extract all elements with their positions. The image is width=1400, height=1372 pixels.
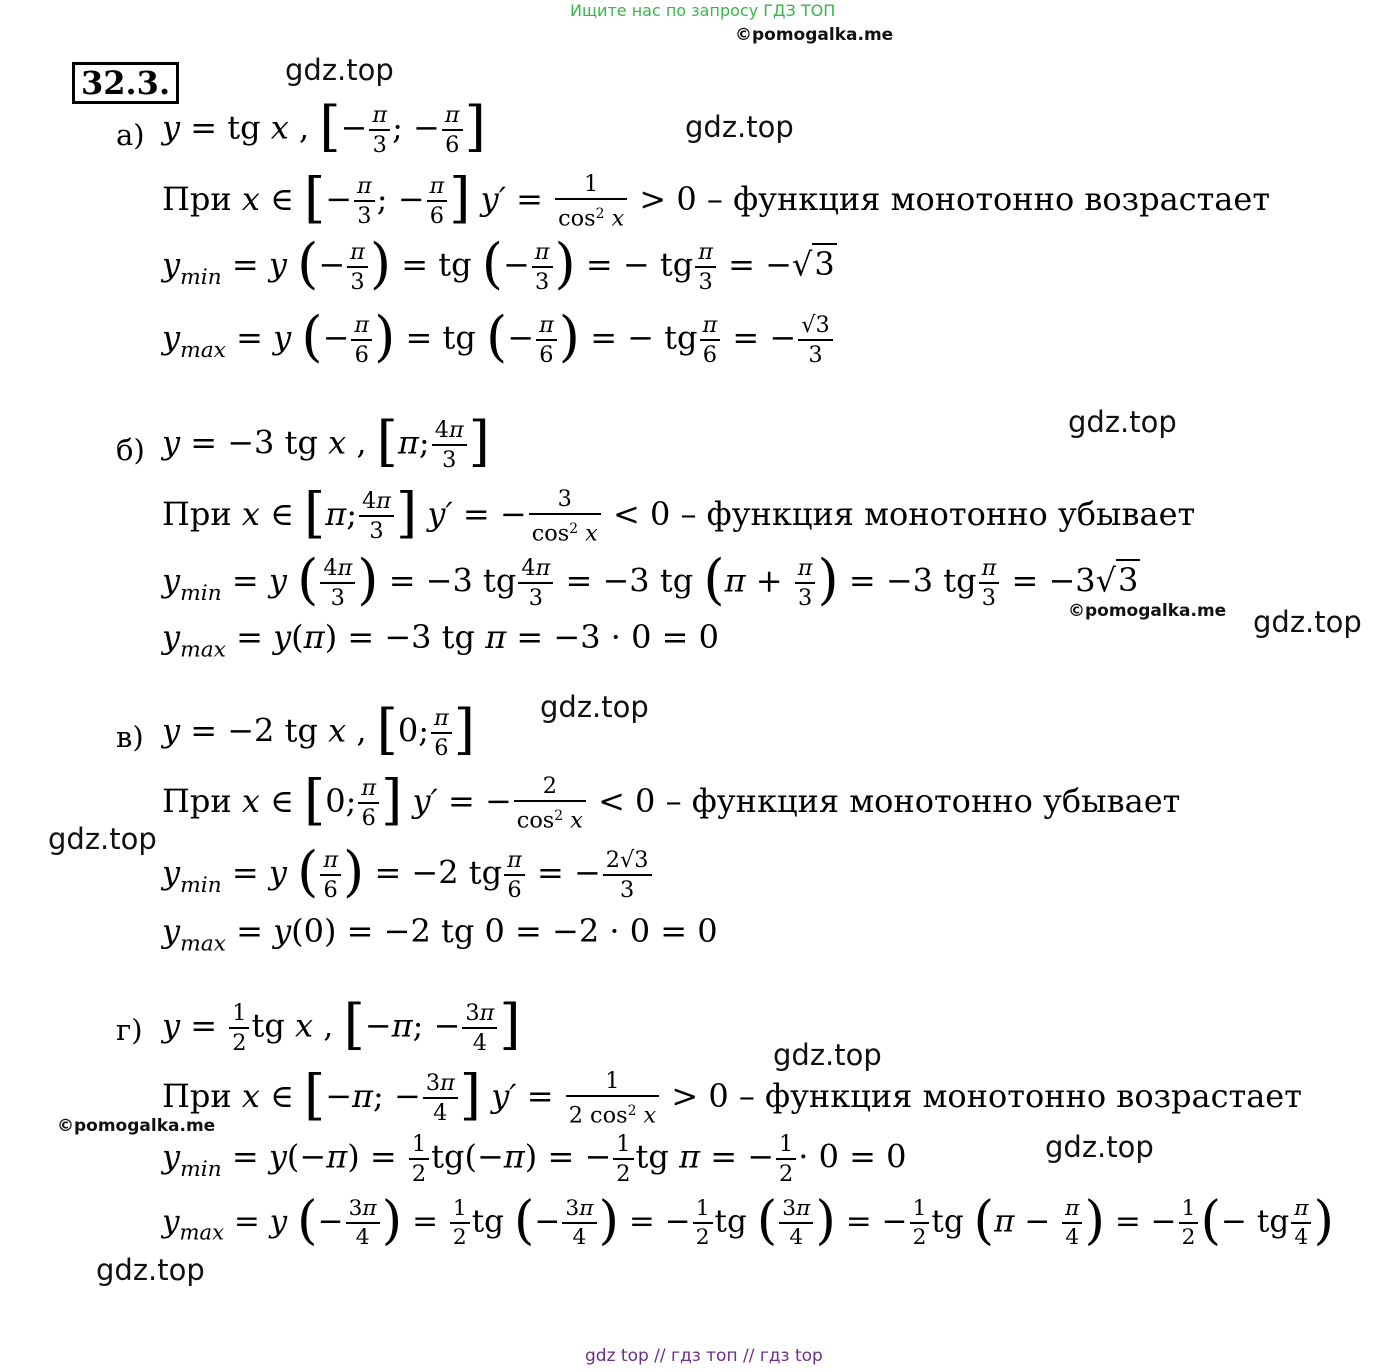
part-b-conclusion: функция монотонно убывает xyxy=(706,494,1196,533)
part-a-function: y = tg x , [− $\frac{\pi}{3}$ ; − $\frac{\pi}{6}$ ] xyxy=(162,95,486,158)
part-a-min: $y_{min} = y$ (− $\frac{\pi}{3}$ ) = tg (− $\frac{\pi}{3}$ ) = − tg $\frac{\pi}{3}$ = −√3 xyxy=(162,232,835,295)
copyright-mark: ©pomogalka.me xyxy=(1068,601,1227,621)
part-g-function: y = $\frac{1}{2}$ tg x , [−π; − $\frac{3\pi}{4}$ ] xyxy=(162,993,521,1056)
top-banner: Ищите нас по запросу ГДЗ ТОП xyxy=(570,1,836,20)
part-b-min: $y_{min} = y$ ( $\frac{4\pi}{3}$ ) = −3 tg $\frac{4\pi}{3}$ = −3 tg (π + $\frac{\pi}{3}$ ) = −3 tg $\frac{\pi}{3}$ = −3√3 xyxy=(162,548,1139,611)
problem-number: 32.3. xyxy=(72,62,179,104)
watermark: gdz.top xyxy=(1068,405,1177,439)
part-g-max: $y_{max} = y$ (− $\frac{3\pi}{4}$ ) = $\frac{1}{2}$ tg (− $\frac{3\pi}{4}$ ) = − $\frac{1}{2}$ tg ( $\frac{3\pi}{4}$ ) = − $\frac{1}{2}$ tg (π − $\frac{\pi}{4}$ ) = − $\frac{1}{2}$ (− tg $\frac{\pi}{4}$ ) xyxy=(162,1190,1335,1251)
part-b-derivative: При x ∈ [π; $\frac{4\pi}{3}$ ] y′ = − $\frac{3}{\cos^2 x}$ < 0 – функция монотонно убывает xyxy=(162,481,1196,547)
part-a-label: а) xyxy=(116,118,145,152)
watermark: gdz.top xyxy=(96,1253,205,1287)
watermark: gdz.top xyxy=(685,110,794,144)
part-g-conclusion: функция монотонно возрастает xyxy=(765,1076,1302,1115)
part-g-derivative: При x ∈ [−π; − $\frac{3\pi}{4}$ ] y′ = $\frac{1}{2 \cos^2 x}$ > 0 – функция монотонно возрастает xyxy=(162,1063,1302,1129)
part-b-max: $y_{max} = y(\pi) = -3$ tg π = −3 · 0 = 0 xyxy=(162,618,719,663)
part-a-pri: При xyxy=(162,179,232,218)
part-v-label: в) xyxy=(116,720,144,754)
part-v-max: $y_{max} = y(0) = -2$ tg 0 = −2 · 0 = 0 xyxy=(162,912,718,957)
part-b-function: y = −3 tg x , [π; $\frac{4\pi}{3}$ ] xyxy=(162,410,490,473)
watermark: gdz.top xyxy=(773,1038,882,1072)
part-v-min: $y_{min} = y$ ( $\frac{\pi}{6}$ ) = −2 tg $\frac{\pi}{6}$ = − $\frac{2√3}{3}$ xyxy=(162,845,654,904)
part-v-pri: При xyxy=(162,781,232,820)
watermark: gdz.top xyxy=(540,690,649,724)
watermark: gdz.top xyxy=(1045,1130,1154,1164)
part-g-pri: При xyxy=(162,1076,232,1115)
part-g-min: $y_{min} = y(-\pi)$ = $\frac{1}{2}$ tg(−π) = − $\frac{1}{2}$ tg π = − $\frac{1}{2}$ · 0 = 0 xyxy=(162,1131,907,1187)
copyright-mark: ©pomogalka.me xyxy=(57,1116,216,1136)
watermark: gdz.top xyxy=(48,822,157,856)
part-a-max: $y_{max} = y$ (− $\frac{\pi}{6}$ ) = tg (− $\frac{\pi}{6}$ ) = − tg $\frac{\pi}{6}$ = − $\frac{√3}{3}$ xyxy=(162,310,835,369)
copyright-top: ©pomogalka.me xyxy=(735,25,894,45)
part-g-label: г) xyxy=(116,1013,143,1047)
part-a-derivative: При x ∈ [− $\frac{\pi}{3}$ ; − $\frac{\pi}{6}$ ] y′ = $\frac{1}{\cos^2 x}$ > 0 – функция монотонно возрастает xyxy=(162,166,1271,232)
watermark: gdz.top xyxy=(1253,605,1362,639)
footer-links[interactable]: gdz top // гдз топ // гдз top xyxy=(585,1346,823,1366)
part-a-conclusion: функция монотонно возрастает xyxy=(733,179,1271,218)
part-v-derivative: При x ∈ [0; $\frac{\pi}{6}$ ] y′ = − $\frac{2}{\cos^2 x}$ < 0 – функция монотонно убывает xyxy=(162,768,1181,834)
part-b-label: б) xyxy=(116,433,145,467)
watermark: gdz.top xyxy=(285,53,394,87)
part-b-pri: При xyxy=(162,494,232,533)
part-v-conclusion: функция монотонно убывает xyxy=(691,781,1181,820)
part-v-function: y = −2 tg x , [0; $\frac{\pi}{6}$ ] xyxy=(162,698,475,761)
